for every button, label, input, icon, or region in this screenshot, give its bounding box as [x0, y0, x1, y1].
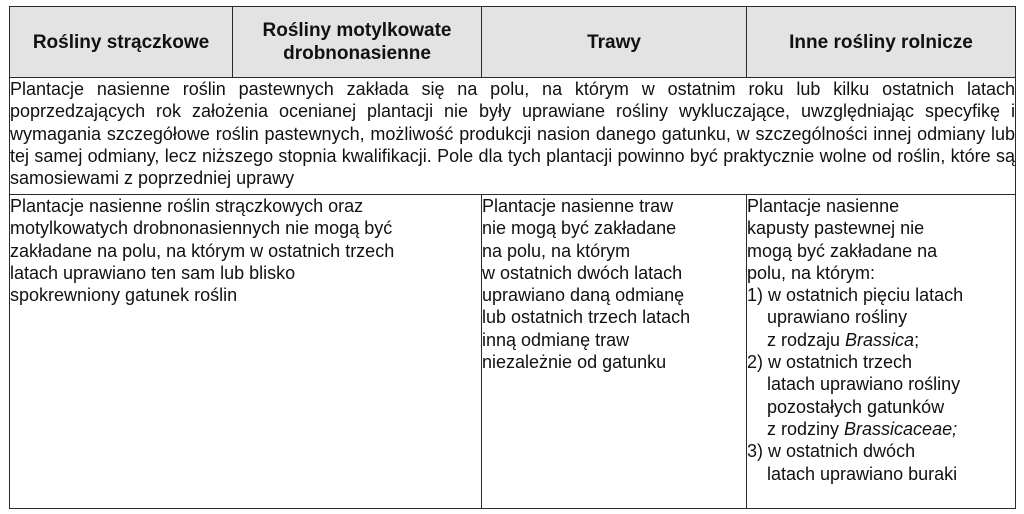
legumes-rule-line: motylkowatych drobnonasiennych nie mogą być: [10, 218, 393, 239]
header-small-seed-legumes: [233, 7, 482, 78]
header-other-crops: Inne rośliny rolnicze: [747, 7, 1016, 78]
other-rule-item1-line: [747, 329, 1015, 351]
other-rule-item2-line: pozostałych gatunków: [767, 396, 945, 417]
table-header-row: [10, 7, 1016, 78]
other-rule-intro-line: kapusty pastewnej nie: [747, 218, 925, 239]
other-rule-item2-line: latach uprawiano rośliny: [767, 374, 961, 395]
item2-family-prefix: z rodziny: [767, 418, 845, 439]
other-rule-intro-line: mogą być zakładane na: [747, 240, 938, 261]
intro-row: [10, 78, 1016, 195]
other-crops-rule-cell: [747, 195, 1016, 509]
item1-genus-name: Brassica: [845, 329, 915, 350]
grasses-rule-line: inną odmianę traw: [482, 329, 630, 350]
grasses-rule-line: lub ostatnich trzech latach: [482, 307, 691, 328]
grasses-rule-line: na polu, na którym: [482, 240, 631, 261]
legumes-rule-line: zakładane na polu, na którym w ostatnich trzech: [10, 240, 395, 261]
item1-genus-prefix: z rodzaju: [767, 329, 846, 350]
item1-genus-suffix: ;: [914, 329, 920, 350]
other-rule-item2-line: 2) w ostatnich trzech: [747, 352, 913, 373]
other-rule-item3-line: latach uprawiano buraki: [767, 463, 958, 484]
other-rule-item1-line: uprawiano rośliny: [767, 307, 908, 328]
grasses-rule-line: uprawiano daną odmianę: [482, 285, 685, 306]
crop-rotation-requirements-table: [9, 6, 1016, 509]
other-rule-intro-line: polu, na którym:: [747, 262, 876, 283]
header-legumes: Rośliny strączkowe: [10, 7, 233, 78]
other-rule-item2-line: [747, 418, 1015, 440]
grasses-rule-line: w ostatnich dwóch latach: [482, 262, 683, 283]
other-rule-item3-line: 3) w ostatnich dwóch: [747, 441, 916, 462]
legumes-rule-line: latach uprawiano ten sam lub blisko: [10, 262, 296, 283]
intro-cell: [10, 78, 1016, 195]
grasses-rule-line: niezależnie od gatunku: [482, 352, 667, 373]
legumes-rule-line: spokrewniony gatunek roślin: [10, 285, 238, 306]
other-rule-item1-line: 1) w ostatnich pięciu latach: [747, 285, 964, 306]
rules-row: [10, 195, 1016, 509]
header-small-seed-line1: Rośliny motylkowate: [262, 20, 452, 41]
grasses-rule-line: nie mogą być zakładane: [482, 218, 677, 239]
intro-paragraph: Plantacje nasienne roślin pastewnych zakłada się na polu, na którym w ostatnim roku lub kilku ostatnich latach poprzedzających rok założenia ocenianej plantacji nie były uprawiane rośliny wykluczające, uwzględniając specyfikę i wymagania szczegółowe roślin pastewnych, możliwość produkcji nasion danego gatunku, w szczególności innej odmiany lub tej samej odmiany, lecz niższego stopnia kwalifikacji. Pole dla tych plantacji powinno być praktycznie wolne od roślin, które są samosiewami z poprzedniej uprawy: [10, 79, 1015, 189]
header-small-seed-line2: drobnonasienne: [283, 43, 431, 64]
other-rule-intro-line: Plantacje nasienne: [747, 196, 900, 216]
grasses-rule-line: Plantacje nasienne traw: [482, 196, 674, 216]
item2-family-name: Brassicaceae;: [844, 418, 958, 439]
legumes-rule-line: Plantacje nasienne roślin strączkowych oraz: [10, 196, 364, 216]
header-grasses: Trawy: [482, 7, 747, 78]
legumes-rule-cell: [10, 195, 482, 509]
grasses-rule-cell: [482, 195, 747, 509]
